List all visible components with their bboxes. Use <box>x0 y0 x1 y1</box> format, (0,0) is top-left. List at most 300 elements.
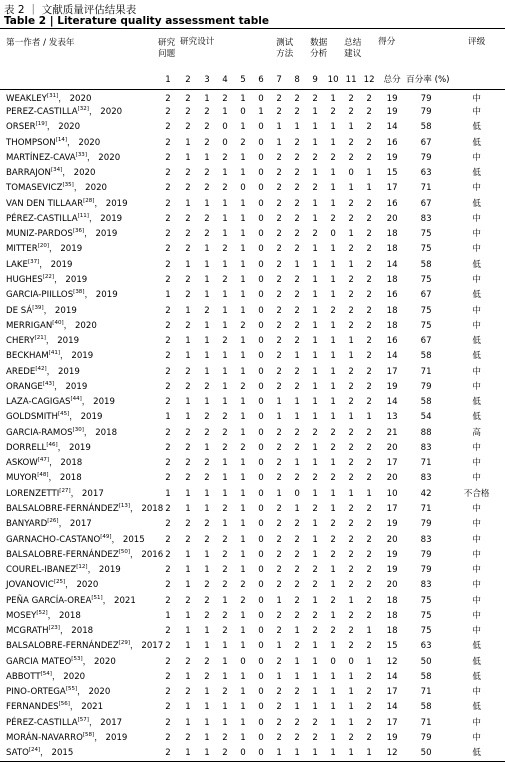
item-score-12: 2 <box>366 244 372 255</box>
item-number: 5 <box>234 71 252 90</box>
item-score-12: 2 <box>366 229 372 240</box>
item-score-10: 1 <box>330 565 336 576</box>
item-score-1: 2 <box>165 366 171 377</box>
reference-number: [14] <box>55 136 68 143</box>
item-score-10: 2 <box>330 152 336 163</box>
item-score-1: 2 <box>165 198 171 209</box>
item-score-10: 1 <box>330 641 336 652</box>
item-score-1: 2 <box>165 442 171 453</box>
item-score-2: 2 <box>185 656 191 667</box>
item-score-3: 1 <box>204 152 210 163</box>
item-score-7: 2 <box>276 381 282 392</box>
reference-id: 12 <box>78 564 86 571</box>
percentage: 83 <box>420 473 432 484</box>
author-name: GOLDSMITH <box>6 412 58 423</box>
item-score-2: 1 <box>185 351 191 362</box>
item-score-2: 1 <box>185 137 191 148</box>
item-score-11: 2 <box>348 565 354 576</box>
total-score: 20 <box>386 442 398 453</box>
item-score-8: 1 <box>294 458 300 469</box>
item-score-6: 0 <box>258 366 264 377</box>
reference-id: 22 <box>44 274 52 281</box>
item-score-2: 2 <box>185 534 191 545</box>
item-score-10: 1 <box>330 168 336 179</box>
author-year-cell: VAN DEN TILLAAR[28]， 2019 <box>6 197 128 209</box>
item-score-12: 2 <box>366 381 372 392</box>
item-score-4: 1 <box>222 656 228 667</box>
total-score: 20 <box>386 473 398 484</box>
item-score-8: 2 <box>294 183 300 194</box>
item-score-2: 1 <box>185 504 191 514</box>
item-score-6: 0 <box>258 412 264 423</box>
reference-number: [48] <box>37 472 49 479</box>
item-score-3: 1 <box>204 351 210 362</box>
item-score-8: 2 <box>294 137 300 148</box>
item-score-10: 2 <box>330 427 336 438</box>
item-score-12: 2 <box>366 610 372 621</box>
reference-id: 56 <box>60 701 68 708</box>
percentage: 83 <box>420 580 432 591</box>
caption-cn-text: 文献质量评估结果表 <box>41 4 137 16</box>
item-score-2: 1 <box>185 259 191 270</box>
reference-id: 47 <box>39 457 47 464</box>
item-score-7: 2 <box>276 320 282 331</box>
item-score-5: 1 <box>240 534 246 545</box>
item-score-2: 1 <box>185 488 191 499</box>
reference-number: [47] <box>37 457 50 464</box>
item-score-6: 0 <box>258 244 264 255</box>
item-score-9: 1 <box>312 519 318 530</box>
item-score-9: 1 <box>312 259 318 270</box>
grade: 中 <box>472 610 481 621</box>
item-score-2: 2 <box>185 122 191 133</box>
item-score-12: 1 <box>366 168 372 179</box>
item-score-5: 1 <box>240 412 246 423</box>
item-score-11: 1 <box>348 336 354 347</box>
author-year-cell: LAKE[37]， 2019 <box>6 258 73 270</box>
publication-year: 2020 <box>88 687 111 698</box>
reference-number: [51] <box>91 594 103 601</box>
item-score-3: 2 <box>204 458 210 469</box>
table-row <box>0 135 505 150</box>
item-score-6: 0 <box>258 595 264 606</box>
item-score-3: 1 <box>204 275 210 286</box>
table-row <box>0 547 505 562</box>
author-year-cell: ASKOW[47]， 2018 <box>6 457 83 469</box>
item-score-8: 2 <box>294 549 300 560</box>
item-score-7: 1 <box>276 671 282 682</box>
total-score: 19 <box>386 381 398 392</box>
grade: 低 <box>472 351 481 362</box>
publication-year: 2018 <box>71 626 94 637</box>
percentage: 58 <box>420 671 432 682</box>
author-name: PINO-ORTEGA <box>6 687 66 698</box>
table-row <box>0 517 505 532</box>
item-score-8: 1 <box>294 671 300 682</box>
author-year-cell: PÉREZ-CASTILLA[11]， 2019 <box>6 213 123 224</box>
item-score-4: 1 <box>222 397 228 408</box>
item-score-5: 1 <box>240 198 246 209</box>
item-score-4: 1 <box>222 259 228 270</box>
header-research-question: 研究 问题 <box>158 29 178 72</box>
item-score-5: 2 <box>240 320 246 331</box>
author-year-cell: PINO-ORTEGA[55]， 2020 <box>6 686 111 698</box>
item-score-2: 2 <box>185 213 191 224</box>
item-score-7: 2 <box>276 519 282 530</box>
item-score-2: 2 <box>185 595 191 606</box>
item-score-12: 1 <box>366 656 372 667</box>
item-score-4: 1 <box>222 671 228 682</box>
table-row <box>0 563 505 578</box>
item-score-11: 1 <box>342 746 360 761</box>
item-score-8: 1 <box>294 122 300 133</box>
item-number: 7 <box>270 71 288 90</box>
item-score-7: 2 <box>276 213 282 224</box>
item-score-12: 2 <box>366 259 372 270</box>
item-score-7: 2 <box>276 473 282 484</box>
item-score-1: 2 <box>165 275 171 286</box>
item-score-9: 1 <box>312 198 318 209</box>
reference-id: 19 <box>37 121 45 128</box>
reference-id: 27 <box>61 487 69 494</box>
item-score-9: 1 <box>312 488 318 499</box>
item-score-10: 1 <box>330 458 336 469</box>
author-year-cell: TOMASEVICZ[35]， 2020 <box>6 182 108 194</box>
item-score-10: 1 <box>330 137 336 148</box>
item-score-8: 2 <box>294 442 300 453</box>
item-score-7: 2 <box>276 610 282 621</box>
publication-year: 2019 <box>93 397 115 408</box>
item-score-4: 0 <box>222 122 228 133</box>
item-score-12: 2 <box>366 473 372 484</box>
item-score-3: 1 <box>204 717 210 728</box>
item-score-12: 2 <box>366 94 372 105</box>
reference-id: 30 <box>74 426 82 433</box>
total-score: 17 <box>386 458 398 469</box>
percentage: 79 <box>420 107 432 118</box>
item-score-9: 2 <box>312 717 318 728</box>
reference-id: 24 <box>31 747 38 754</box>
author-year-cell: BANYARD[26]， 2017 <box>6 518 92 530</box>
table-row <box>0 181 505 196</box>
grade: 中 <box>472 305 481 316</box>
item-number: 8 <box>288 71 306 90</box>
item-score-7: 2 <box>276 626 282 637</box>
author-name: PEÑA GARCÍA-OREA <box>6 595 92 606</box>
author-name: PEREZ-CASTILLA <box>6 107 78 118</box>
item-score-3: 1 <box>198 746 216 761</box>
item-score-3: 2 <box>204 381 210 392</box>
author-year-cell: LORENZETTI[27]， 2017 <box>6 487 104 499</box>
item-score-10: 2 <box>330 107 336 118</box>
item-score-5: 1 <box>240 626 246 637</box>
item-score-3: 2 <box>204 534 210 545</box>
item-score-9: 1 <box>312 320 318 331</box>
grade: 低 <box>446 746 505 761</box>
percentage: 83 <box>420 442 432 453</box>
item-score-6: 0 <box>258 305 264 316</box>
total-score: 18 <box>386 626 398 637</box>
total-score: 15 <box>386 168 398 179</box>
total-score: 19 <box>386 152 398 163</box>
item-score-12: 2 <box>366 427 372 438</box>
item-score-7: 2 <box>276 336 282 347</box>
item-score-12: 2 <box>366 580 372 591</box>
publication-year: 2020 <box>73 168 96 179</box>
item-score-7: 2 <box>276 305 282 316</box>
item-score-2: 1 <box>185 305 191 316</box>
item-score-10: 1 <box>330 122 336 133</box>
publication-year: 2020 <box>78 137 101 148</box>
item-score-3: 2 <box>204 580 210 591</box>
percentage: 71 <box>420 504 432 514</box>
item-score-8: 2 <box>294 610 300 621</box>
item-score-9: 1 <box>312 656 318 667</box>
item-score-1: 2 <box>165 305 171 316</box>
item-score-9: 2 <box>312 565 318 576</box>
percentage: 83 <box>420 534 432 545</box>
reference-id: 26 <box>49 518 57 525</box>
item-score-9: 1 <box>312 549 318 560</box>
percentage: 75 <box>420 275 432 286</box>
table-row <box>0 746 505 761</box>
percentage: 79 <box>420 549 432 560</box>
table-row <box>0 395 505 410</box>
item-score-9: 2 <box>312 427 318 438</box>
author-name: CHERY <box>6 336 35 347</box>
reference-number: [40] <box>52 319 64 326</box>
header-total: 总分 <box>378 71 406 90</box>
percentage: 71 <box>420 717 432 728</box>
percentage: 50 <box>420 656 432 667</box>
item-score-6: 0 <box>258 732 264 743</box>
item-score-9: 1 <box>312 381 318 392</box>
reference-id: 13 <box>120 503 128 510</box>
reference-id: 54 <box>42 671 50 678</box>
percentage: 71 <box>420 183 432 194</box>
reference-number: [42] <box>35 365 47 372</box>
item-score-10: 1 <box>330 610 336 621</box>
header-summary-suggestion: 总结 建议 <box>342 29 378 72</box>
table-caption-en: Table 2 | Literature quality assessment table <box>4 15 269 27</box>
item-score-9: 1 <box>312 641 318 652</box>
item-score-11: 1 <box>348 351 354 362</box>
grade: 中 <box>472 534 481 545</box>
reference-id: 43 <box>44 381 52 388</box>
percentage: 75 <box>420 244 432 255</box>
item-score-5: 1 <box>240 717 246 728</box>
reference-number: [44] <box>70 396 82 403</box>
item-score-4: 2 <box>222 534 228 545</box>
author-name: GARCIA MATEO <box>6 656 72 667</box>
item-score-4: 1 <box>222 320 228 331</box>
author-year-cell: DORRELL[46]， 2019 <box>6 442 91 453</box>
item-score-1: 2 <box>165 473 171 484</box>
item-score-11: 2 <box>348 473 354 484</box>
item-score-8: 2 <box>294 320 300 331</box>
total-score: 20 <box>386 534 398 545</box>
item-score-1: 2 <box>165 259 171 270</box>
reference-id: 39 <box>34 304 42 311</box>
reference-id: 37 <box>30 258 38 265</box>
item-score-7: 2 <box>276 229 282 240</box>
total-score: 17 <box>386 183 398 194</box>
item-score-4: 1 <box>222 473 228 484</box>
reference-id: 42 <box>37 365 45 372</box>
item-score-2: 1 <box>178 746 198 761</box>
percentage: 71 <box>420 687 432 698</box>
reference-number: [25] <box>53 579 66 586</box>
item-score-1: 2 <box>165 595 171 606</box>
item-score-11: 2 <box>348 458 354 469</box>
percentage: 50 <box>406 746 446 761</box>
item-score-11: 2 <box>348 442 354 453</box>
table-row <box>0 593 505 608</box>
reference-id: 28 <box>85 197 93 204</box>
item-score-5: 1 <box>240 366 246 377</box>
publication-year: 2019 <box>95 229 118 240</box>
reference-id: 58 <box>85 732 93 739</box>
item-score-4: 1 <box>222 290 228 301</box>
header-research-design: 研究设计 <box>178 29 270 72</box>
reference-id: 25 <box>55 579 63 586</box>
percentage: 71 <box>420 366 432 377</box>
author-name: ABBOTT <box>6 671 41 682</box>
author-year-cell: HUGHES[22]， 2019 <box>6 274 88 286</box>
item-score-5: 1 <box>240 168 246 179</box>
item-score-7: 2 <box>276 504 282 514</box>
item-score-11: 2 <box>348 732 354 743</box>
table-row <box>0 731 505 746</box>
item-score-7: 2 <box>276 549 282 560</box>
reference-number: [27] <box>59 487 71 494</box>
percentage: 75 <box>420 595 432 606</box>
item-score-10: 1 <box>330 381 336 392</box>
publication-year: 2021 <box>113 595 136 606</box>
item-score-6: 0 <box>258 351 264 362</box>
item-score-2: 2 <box>185 519 191 530</box>
table-row <box>0 364 505 379</box>
item-score-9: 1 <box>312 107 318 118</box>
item-score-6: 0 <box>258 549 264 560</box>
grade: 中 <box>472 687 481 698</box>
grade: 低 <box>472 198 481 209</box>
publication-year: 2015 <box>51 748 74 758</box>
table-body <box>0 90 505 762</box>
item-score-8: 1 <box>294 412 300 423</box>
item-score-10: 1 <box>330 397 336 408</box>
item-score-3: 1 <box>204 702 210 713</box>
item-score-10: 2 <box>330 519 336 530</box>
item-score-2: 2 <box>185 275 191 286</box>
item-score-2: 2 <box>185 168 191 179</box>
item-score-5: 0 <box>234 746 252 761</box>
item-score-1: 2 <box>165 519 171 530</box>
item-score-6: 0 <box>258 397 264 408</box>
author-name: BALSALOBRE-FERNÁNDEZ <box>6 504 119 514</box>
author-year-cell: ORSER[19]， 2020 <box>6 121 81 133</box>
item-score-6: 0 <box>252 746 270 761</box>
item-score-9: 2 <box>312 732 318 743</box>
item-score-3: 2 <box>204 137 210 148</box>
author-year-cell: CHERY[21]， 2019 <box>6 335 80 347</box>
reference-number: [35] <box>62 182 74 189</box>
item-score-10: 1 <box>330 336 336 347</box>
percentage: 79 <box>420 732 432 743</box>
item-score-7: 1 <box>276 595 282 606</box>
grade: 中 <box>472 183 481 194</box>
author-name: LAZA-CAGIGAS <box>6 397 71 408</box>
item-score-11: 0 <box>348 656 354 667</box>
item-score-5: 1 <box>240 259 246 270</box>
item-score-10: 1 <box>330 275 336 286</box>
item-score-10: 1 <box>330 412 336 423</box>
author-year-cell: PEÑA GARCÍA-OREA[51]， 2021 <box>6 594 136 606</box>
item-score-8: 1 <box>294 351 300 362</box>
publication-year: 2020 <box>85 183 108 194</box>
reference-number: [11] <box>77 213 89 220</box>
item-score-8: 1 <box>294 504 300 514</box>
item-score-8: 2 <box>294 275 300 286</box>
item-score-2: 2 <box>185 290 191 301</box>
item-score-7: 2 <box>276 244 282 255</box>
item-score-12: 2 <box>366 320 372 331</box>
item-score-8: 2 <box>294 641 300 652</box>
item-score-2: 2 <box>185 107 191 118</box>
item-number: 9 <box>306 71 324 90</box>
item-score-5: 1 <box>240 397 246 408</box>
item-score-4: 1 <box>222 702 228 713</box>
author-name: THOMPSON <box>6 137 56 148</box>
item-number: 4 <box>216 71 234 90</box>
item-score-11: 2 <box>348 213 354 224</box>
item-score-11: 1 <box>348 687 354 698</box>
item-score-12: 2 <box>366 198 372 209</box>
item-score-9: 2 <box>312 94 318 105</box>
item-score-1: 2 <box>165 244 171 255</box>
item-score-1: 2 <box>165 534 171 545</box>
reference-number: [38] <box>73 289 85 296</box>
item-score-5: 1 <box>240 122 246 133</box>
publication-year: 2019 <box>65 381 88 392</box>
item-score-4: 1 <box>222 641 228 652</box>
item-score-3: 1 <box>204 198 210 209</box>
item-score-1: 2 <box>165 687 171 698</box>
item-score-8: 1 <box>294 397 300 408</box>
item-score-1: 2 <box>165 397 171 408</box>
header-grade: 评级 <box>446 29 505 72</box>
author-name: BECKHAM <box>6 351 49 362</box>
item-score-9: 1 <box>312 275 318 286</box>
item-score-2: 1 <box>185 152 191 163</box>
table-row <box>0 410 505 425</box>
item-score-11: 2 <box>348 290 354 301</box>
item-score-1: 1 <box>165 412 171 423</box>
item-score-11: 1 <box>348 183 354 194</box>
author-name: DE SÁ <box>6 305 33 316</box>
reference-number: [50] <box>118 548 131 555</box>
item-score-4: 2 <box>222 152 228 163</box>
item-score-3: 1 <box>204 442 210 453</box>
item-score-1: 2 <box>165 213 171 224</box>
table-row <box>0 502 505 517</box>
total-score: 19 <box>386 549 398 560</box>
item-score-10: 0 <box>330 656 336 667</box>
item-score-10: 2 <box>330 442 336 453</box>
item-score-2: 2 <box>185 366 191 377</box>
author-year-cell: LAZA-CAGIGAS[44]， 2019 <box>6 396 115 408</box>
item-score-2: 1 <box>185 336 191 347</box>
